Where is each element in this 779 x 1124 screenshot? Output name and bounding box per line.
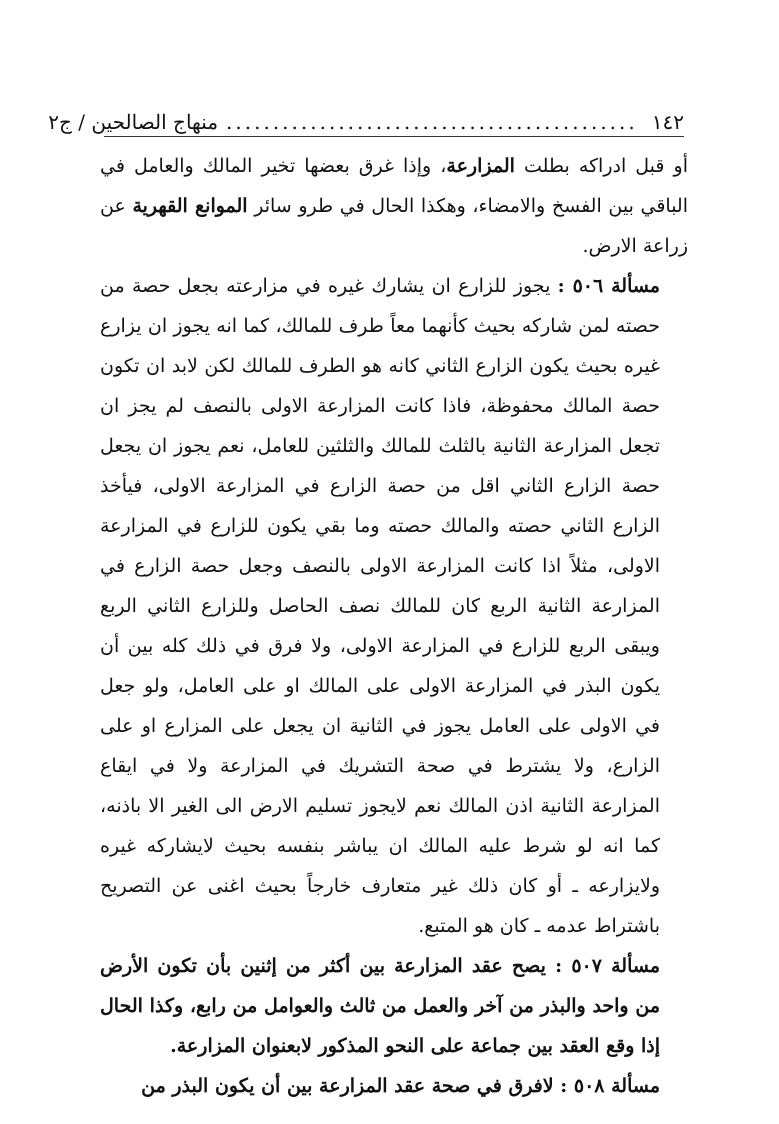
issue-label: مسألة ٥٠٨ : xyxy=(560,1075,660,1097)
text-run: عن زراعة الارض. xyxy=(100,195,688,257)
bold-term-muzaraa: المزارعة xyxy=(446,155,515,177)
page-number: ١٤٢ xyxy=(651,110,684,134)
running-header xyxy=(48,98,684,134)
issue-507 xyxy=(100,946,688,1066)
issue-506 xyxy=(100,266,688,946)
paragraph-continuation xyxy=(100,146,688,266)
text-run: أو قبل ادراكه بطلت xyxy=(514,155,688,177)
issue-text: يصح عقد المزارعة بين أكثر من إثنين بأن تكون الأرض من واحد والبذر من آخر والعمل من ثالث والعوامل من رابع، وكذا الحال إذا وقع العقد بين جماعة على النحو المذكور لابعنوان المزارعة. xyxy=(100,955,660,1057)
book-title: منهاج الصالحين / ج٢ xyxy=(48,110,219,134)
issue-text: يجوز للزارع ان يشارك غيره في مزارعته بجعل حصة من حصته لمن شاركه بحيث كأنهما معاً طرف للمالك، كما انه يجوز ان يزارع غيره بحيث يكون الزارع الثاني كانه هو الطرف للمالك لكن لابد ان تكون حصة المالك محفوظة، فاذا كانت المزارعة الاولى بالنصف لم يجز ان تجعل المزارعة الثانية بالثلث للمالك والثلثين للعامل، نعم يجوز ان يجعل حصة الزارع الثاني اقل من حصة الزارع في المزارعة الاولى، فيأخذ الزارع الثاني حصته والمالك حصته وما بقي يكون للزارع في المزارعة الاولى، مثلاً اذا كانت المزارعة الاولى بالنصف وجعل حصة الزارع في المزارعة الثانية الربع كان للمالك نصف الحاصل وللزارع الثاني الربع ويبقى الربع للزارع في المزارعة الاولى، ولا فرق في ذلك كله بين أن يكون البذر في المزارعة الاولى على المالك او على العامل، ولو جعل في الاولى على العامل يجوز في الثانية ان يجعل على المزارع او على الزارع، ولا يشترط في صحة التشريك في المزارعة ولا في ايقاع المزارعة الثانية اذن المالك نعم لايجوز تسليم الارض الى الغير الا باذنه، كما انه لو شرط عليه المالك ان يباشر بنفسه بحيث لايشاركه غيره ولايزارعه ـ أو كان ذلك غير متعارف خارجاً بحيث اغنى عن التصريح باشتراط عدمه ـ كان هو المتبع. xyxy=(100,275,660,937)
text-run: ، وإذا غرق بعضها تخير المالك والعامل في الباقي بين الفسخ والامضاء، وهكذا الحال في طرو سائر xyxy=(100,155,689,217)
header-divider xyxy=(104,136,684,137)
header-leader-dots: ............................................ xyxy=(226,110,638,134)
bold-term-mawani: الموانع القهرية xyxy=(132,195,248,217)
issue-text: لافرق في صحة عقد المزارعة بين أن يكون البذر من xyxy=(141,1075,561,1097)
issue-508 xyxy=(100,1066,688,1106)
issue-label: مسألة ٥٠٦ : xyxy=(557,275,660,297)
issue-label: مسألة ٥٠٧ : xyxy=(555,955,660,977)
body-text xyxy=(100,146,688,1106)
